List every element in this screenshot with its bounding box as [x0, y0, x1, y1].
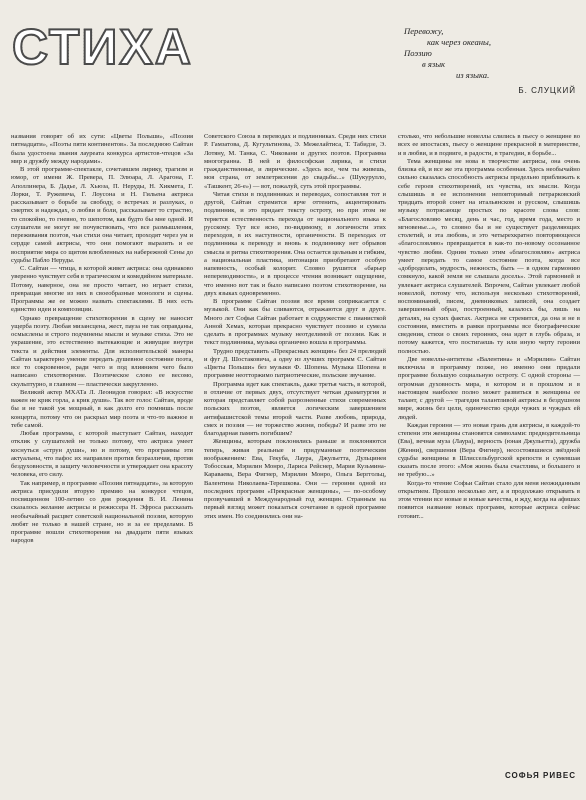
- epigraph-line: из языка.: [456, 70, 490, 80]
- epigraph-line: Поэзию: [404, 48, 432, 58]
- epigraph: [404, 26, 576, 96]
- article-heading: СТИХА: [12, 19, 193, 75]
- paragraph: Тема женщины не нова в творчестве актрисы, она очень близка ей, и все же эта программа особенная. Здесь необычайно сильно сказалась способность актрисы предельно приближать к себе героев стихотворений, их чувства, их мысли. Когда слышишь в ее исполнении неповторимый петрарковский тридцать второй сонет на итальянском и русском, слышишь музыку потрясающе простых по красоте слова слов: «Благословляю месяц, день и час, год, время года, место и мгновенье...», то словно бы и не существует разделяющих столетий, и эта любовь, и это четырехкратно повторяющееся «благословляю» превращается в как-то по-новому осознанное чувство любви. Одним только этим «благословляю» актриса умеет передать то самое состояние поэта, когда все «доброделать, мудрость, нежность, быть — в одном гармонию сомкнуло, какой земля не слышала досель». Этой гармонией и увлекает актриса слушателей. Впрочем, Сайтан увлекает любой новеллой, потому что, используя несколько стихотворений, воспоминаний, писем, дневниковых записей, она создает завершенный образ, построенный, казалось бы, лишь на деталях, на сухих фактах. Актриса не стремится, да она и не в состоянии, вместить в рамки программы все биографические сведения, стихи о своих героинях, она идет в глубь образа, и потому кажется, что постигаешь ту или иную черту героини полностью.: [398, 157, 580, 355]
- paragraph: Каждая героиня — это новая грань для актрисы, в каждой-то степени эти женщины становятся символами: предводительница (Ева), вечная муза (Лаура), верность (юная Джульетта), дружба (Женни), свершения (Вера Фигнер), несостоявшиеся звёздной судьбы женщины в Шлиссельбургской крепости и сумевшая сказать после этого: «Моя жизнь была счастлива, и большего и не требую...»: [398, 421, 580, 479]
- paragraph: Читая стихи в подлинниках и переводах, сопоставляя тот и другой, Сайтан стремится ярче оттенить, акцентировать подлинник, и это придает тексту остроту, но при этом не теряется естественность перехода от национального языка к русскому. Тут все ясно, по-видимому, в логичности этих переходов, в их наступности, органичности. В переходах от подлинника к переводу и вновь к подлиннику нет обрывов смысла и ритма стихотворения. Она остается цельным и гибким, а национальная пластика, интонации приобретают особую напевность, особый колорит. Словно рушится «барьер непереводимости», и в процессе чтения возникает ощущение, что именно вот так и было написано поэтом стихотворение, на двух языках одновременно.: [204, 190, 386, 297]
- paragraph: Однако превращение стихотворения в сцену не наносит ущерба поэту. Любая мизансцена, жест, пауза не так оправданы, осмыслены и строго подчинены мысли и музыке стиха. Это не украшение, это естественно вытекающие и живущие внутри текста и действия элементы. Для исполнительской манеры Сайтан характерно умение передать душевное состояние поэта, все то сокровенное, ради чего и под влиянием чего было написано стихотворение. Поэтическое слово ее весомо, скульптурно, в главном — пластически закругленно.: [11, 314, 193, 388]
- paragraph: Две новеллы-антитезы «Валентина» и «Мэрилин» Сайтан включила в программу позже, но именно они придали программе большую социальную остроту. С одной стороны — огромная духовность мира, в котором и в прошлом и в настоящем наиболее полно может развиться в женщины ее талант, с другой — трагедия талантливой актрисы в бездушном мире, жизнь без цели, одиночество среди чужих и чуждых ей людей.: [398, 355, 580, 421]
- epigraph-line: в язык: [422, 59, 446, 69]
- paragraph: Трудно представить «Прекрасных женщин» без 24 прелюдий и фуг Д. Шостаковича, а одну из лучших программ С. Сайтан «Цветы Польши» без музыки Ф. Шопена. Музыка Шопена в программе неотторжимо патриотические, польские звучание.: [204, 347, 386, 380]
- paragraph: Программа идет как спектакль, даже третья часть, в которой, в отличие от первых двух, отсутствует четкая драматургия и которая представляет собой разрозненные стихи современных польских поэтов, является логическим завершением антифашистской темы второй части. Разве любовь, природа, смех и поэзия — не торжество жизни, победы? И разве это не благодарная память погибшим?: [204, 380, 386, 437]
- paragraph: Так например, в программе «Поэзия пятнадцати», за которую актриса присудили вторую премию на конкурсе чтецов, посвященном 100-летию со дня рождения В. И. Ленина сказалось желание актрисы и режиссера Н. Эфроса рассказать необычайный расцвет советской национальной поэзии, которую любят не только в нашей стране, но и за ее пределами. В программе вошли стихотворения на двадцати пяти языках народов: [11, 479, 193, 545]
- paragraph: Советского Союза в переводах и подлинниках. Среди них стихи Р. Гамзатова, Д. Кугультинова, Э. Межелайтиса, Т. Табидзе, Э. Лотяну, М. Танка, С. Чиковани и других поэтов. Программа многогранна. В ней и философская лирика, и стихи гражданственные, и лирические. «Здесь все, чем ты живешь, моя страна, от землетрясения до свадьбы...» (Шукурулло, «Ташкент, 26-е») — вот, пожалуй, суть этой программы.: [204, 133, 386, 190]
- text-column-2: [204, 133, 386, 779]
- author-signature: СОФЬЯ РИВЕС: [504, 771, 576, 780]
- paragraph: С. Сайтан — чтица, в которой живет актриса: она одинаково уверенно чувствует себя в трагическом и комедийном материале. Потому, наверное, она не просто читает, но играет стихи, превращая многие из них в своеобразные монологи и сцены. Программы же ее можно назвать спектаклями. В них есть единство идеи и композиции.: [11, 265, 193, 314]
- paragraph: Женщины, которым поклонялись раньше и поклоняются теперь, живая реальные и придуманные поэтическим воображением: Ева, Гекуба, Лаура, Джульетта, Дульцинея Тобосская, Мэрилин Монро, Лариса Рейснер, Мария Кузьмина-Караваева, Вера Фигнер, Мэрилин Монро, Ольга Берггольц, Валентина Николаева-Терешкова. Они — героини одной из последних программ «Прекрасные женщины», — по-особому прозвучавшей в Международный год женщин. Странным на первый взгляд может показаться сочетание в одной программе этих имен. Но соединились они на-: [204, 438, 386, 520]
- paragraph: столько, что небольшие новеллы слились в пьесу о женщине во всех ее ипостасях, пьесу о женщине прекрасной в материнстве, и в любви, и в подвиге, в радости, в трагедии, в борьбе...: [398, 133, 580, 157]
- paragraph: названия говорят об их сути: «Цветы Польши», «Поэзия пятнадцати», «Поэты пяти континентов». За последнюю Сайтан была удостоена звания лауреата конкурса артистов-чтецов «За мир и дружбу между народами».: [11, 133, 193, 165]
- paragraph: В этой программе-спектакле, сочетавшем лирику, трагизм и юмор, от имени Ж. Превера, П. Элюара, Л. Арагона, Г. Аполлинера, Б. Дадье, Л. Хьюза, П. Неруды, Н. Хикмета, Г. Лорки, Т. Ружевича, Г. Лоусона и Н. Гильена актриса рассказывает о борьбе за свободу, о встречах и разлуках, о смертях и надеждах, о любви и боли, рассказывает то страстно, то спокойно, то гневно, то шепотом, как будто бы мне одной. И слушатели не могут не почувствовать, что все размышления, переживания поэтов, чьи стихи она читает, проходят через ум и сердце самой актрисы, что они помогают выразить и ее восприятие мира со щитом влюбленных на набережной Сены до судьбы Пабло Неруды.: [11, 166, 193, 264]
- text-column-3: [398, 133, 580, 753]
- epigraph-line: как через океаны,: [427, 37, 492, 47]
- paragraph: Когда-то чтение Софьи Сайтан стало для меня неожиданным открытием. Прошло несколько лет, а я продолжаю открывать в этом чтении все новые и новые качества, и жду, когда на афишах появится название новых программ, которые актриса сейчас готовит...: [398, 479, 580, 520]
- epigraph-line: Перевожу,: [404, 26, 444, 36]
- text-column-1: [11, 133, 193, 779]
- paragraph: Великий актер МХАТа Л. Леонидов говорил: «В искусстве важен не крик горла, а крик души». Так вот голос Сайтан, вроде бы и не такой уж мощный, в как долго его помнишь после концерта, потому что он раскрыл мир поэта и что-то важное в тебе самой.: [11, 388, 193, 429]
- epigraph-author: Б. СЛУЦКИЙ: [518, 86, 576, 95]
- paragraph: В программе Сайтан поэзия все время соприкасается с музыкой. Они как бы сливаются, отражаются друг в друге. Много лет Софья Сайтан работает в содружестве с пианисткой Анной Хемах, которая прекрасно чувствует поэзию и сумела сделать в программах музыку неотделимой от поэзии. Как и текст подлинника, музыка органично вошла в программы.: [204, 298, 386, 347]
- paragraph: Любая программа, с которой выступает Сайтан, находит отклик у слушателей не только потому, что актриса умеет коснуться «струн души», но и потому, что программы эти актуальны, что пафос их направлен против безразличия, против бездуховности, в защиту человечности и утверждает она красоту человека, его силу.: [11, 430, 193, 479]
